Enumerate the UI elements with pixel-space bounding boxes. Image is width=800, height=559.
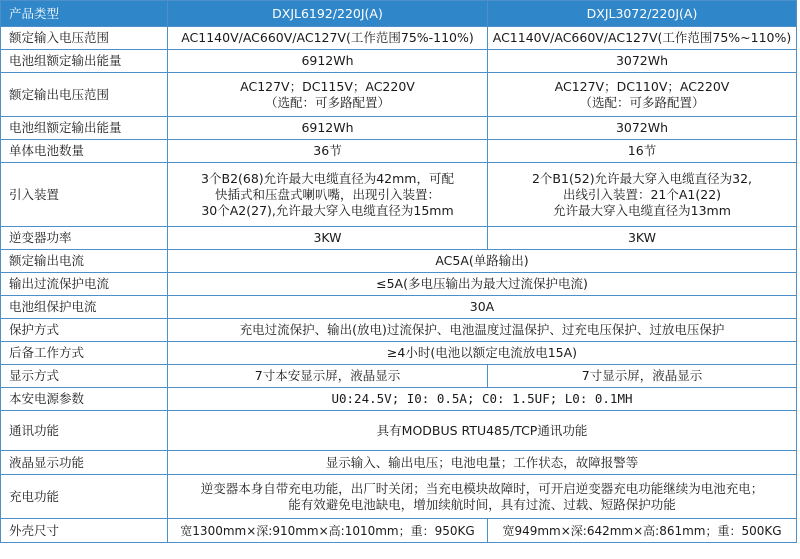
value-shared: 显示输入、输出电压；电池电量；工作状态，故障报警等: [168, 451, 797, 475]
value-shared: ≤5A(多电压输出为最大过流保护电流): [168, 273, 797, 296]
table-row: [1, 319, 797, 342]
row-label: 引入装置: [1, 163, 168, 227]
row-label: 额定输入电压范围: [1, 27, 168, 50]
value-model-b: 3072Wh: [488, 50, 797, 73]
table-row: [1, 27, 797, 50]
table-row: [1, 117, 797, 140]
header-model-a: DXJL6192/220J(A): [168, 1, 488, 27]
row-label: 单体电池数量: [1, 140, 168, 163]
row-label: 显示方式: [1, 365, 168, 388]
table-row: [1, 519, 797, 543]
value-shared: U0:24.5V; I0: 0.5A; C0: 1.5UF; L0: 0.1MH: [168, 388, 797, 411]
row-label: 充电功能: [1, 475, 168, 519]
value-model-a: [168, 163, 488, 227]
row-label: 电池组保护电流: [1, 296, 168, 319]
row-label: 额定输出电流: [1, 250, 168, 273]
table-row: [1, 451, 797, 475]
row-label: 输出过流保护电流: [1, 273, 168, 296]
value-model-a: 6912Wh: [168, 117, 488, 140]
value-model-b: AC1140V/AC660V/AC127V(工作范围75%~110%): [488, 27, 797, 50]
value-line: 2个B1(52)允许最大穿入电缆直径为32,: [531, 170, 753, 186]
table-row: [1, 163, 797, 227]
table-row: [1, 227, 797, 250]
value-model-b: 宽949mm×深:642mm×高:861mm；重：500KG: [488, 519, 797, 543]
value-line: （选配：可多路配置）: [264, 94, 390, 110]
value-model-a: 3KW: [168, 227, 488, 250]
header-model-b: DXJL3072/220J(A): [488, 1, 797, 27]
table-row: [1, 365, 797, 388]
value-line: 出线引入装置：21个A1(22): [562, 186, 722, 202]
value-model-a: 7寸本安显示屏，液晶显示: [168, 365, 488, 388]
header-label: 产品类型: [1, 1, 168, 27]
row-label: 电池组额定输出能量: [1, 50, 168, 73]
row-label: 外壳尺寸: [1, 519, 168, 543]
value-model-a: [168, 73, 488, 117]
value-shared: 充电过流保护、输出(放电)过流保护、电池温度过温保护、过充电压保护、过放电压保护: [168, 319, 797, 342]
table-row: [1, 50, 797, 73]
table-row: [1, 342, 797, 365]
table-row: [1, 296, 797, 319]
row-label: 保护方式: [1, 319, 168, 342]
value-line: AC127V；DC115V；AC220V: [240, 78, 415, 94]
value-line: 允许最大穿入电缆直径为13mm: [553, 202, 731, 218]
table-row: [1, 475, 797, 519]
table-row: [1, 411, 797, 451]
value-model-b: 16节: [488, 140, 797, 163]
row-label: 液晶显示功能: [1, 451, 168, 475]
table-header-row: [1, 1, 797, 27]
value-line: 能有效避免电池缺电，增加续航时间，具有过流、过载、短路保护功能: [288, 496, 676, 512]
value-model-a: AC1140V/AC660V/AC127V(工作范围75%-110%): [168, 27, 488, 50]
value-model-b: 3KW: [488, 227, 797, 250]
row-label: 通讯功能: [1, 411, 168, 451]
value-line: AC127V；DC110V；AC220V: [554, 78, 730, 94]
value-shared: AC5A(单路输出): [168, 250, 797, 273]
row-label: 后备工作方式: [1, 342, 168, 365]
value-shared: 30A: [168, 296, 797, 319]
value-line: （选配：可多路配置）: [579, 94, 705, 110]
value-model-a: 6912Wh: [168, 50, 488, 73]
table-row: [1, 273, 797, 296]
value-line: 逆变器本身自带充电功能，出厂时关闭；当充电模块故障时，可开启逆变器充电功能继续为电池充电；: [200, 480, 764, 496]
row-label: 逆变器功率: [1, 227, 168, 250]
value-line: 3个B2(68)允许最大电缆直径为42mm，可配: [201, 170, 454, 186]
value-shared: 具有MODBUS RTU485/TCP通讯功能: [168, 411, 797, 451]
value-model-b: [488, 73, 797, 117]
row-label: 额定输出电压范围: [1, 73, 168, 117]
table-row: [1, 388, 797, 411]
value-model-a: 36节: [168, 140, 488, 163]
table-row: [1, 73, 797, 117]
value-line: 快插式和压盘式喇叭嘴，出现引入装置：: [214, 186, 440, 202]
table-row: [1, 140, 797, 163]
value-model-b: [488, 163, 797, 227]
value-shared: [168, 475, 797, 519]
value-model-a: 宽1300mm×深:910mm×高:1010mm；重：950KG: [168, 519, 488, 543]
value-line: 30个A2(27),允许最大穿入电缆直径为15mm: [201, 202, 454, 218]
row-label: 电池组额定输出能量: [1, 117, 168, 140]
value-model-b: 7寸显示屏，液晶显示: [488, 365, 797, 388]
table-row: [1, 250, 797, 273]
value-model-b: 3072Wh: [488, 117, 797, 140]
row-label: 本安电源参数: [1, 388, 168, 411]
value-shared: ≥4小时(电池以额定电流放电15A): [168, 342, 797, 365]
